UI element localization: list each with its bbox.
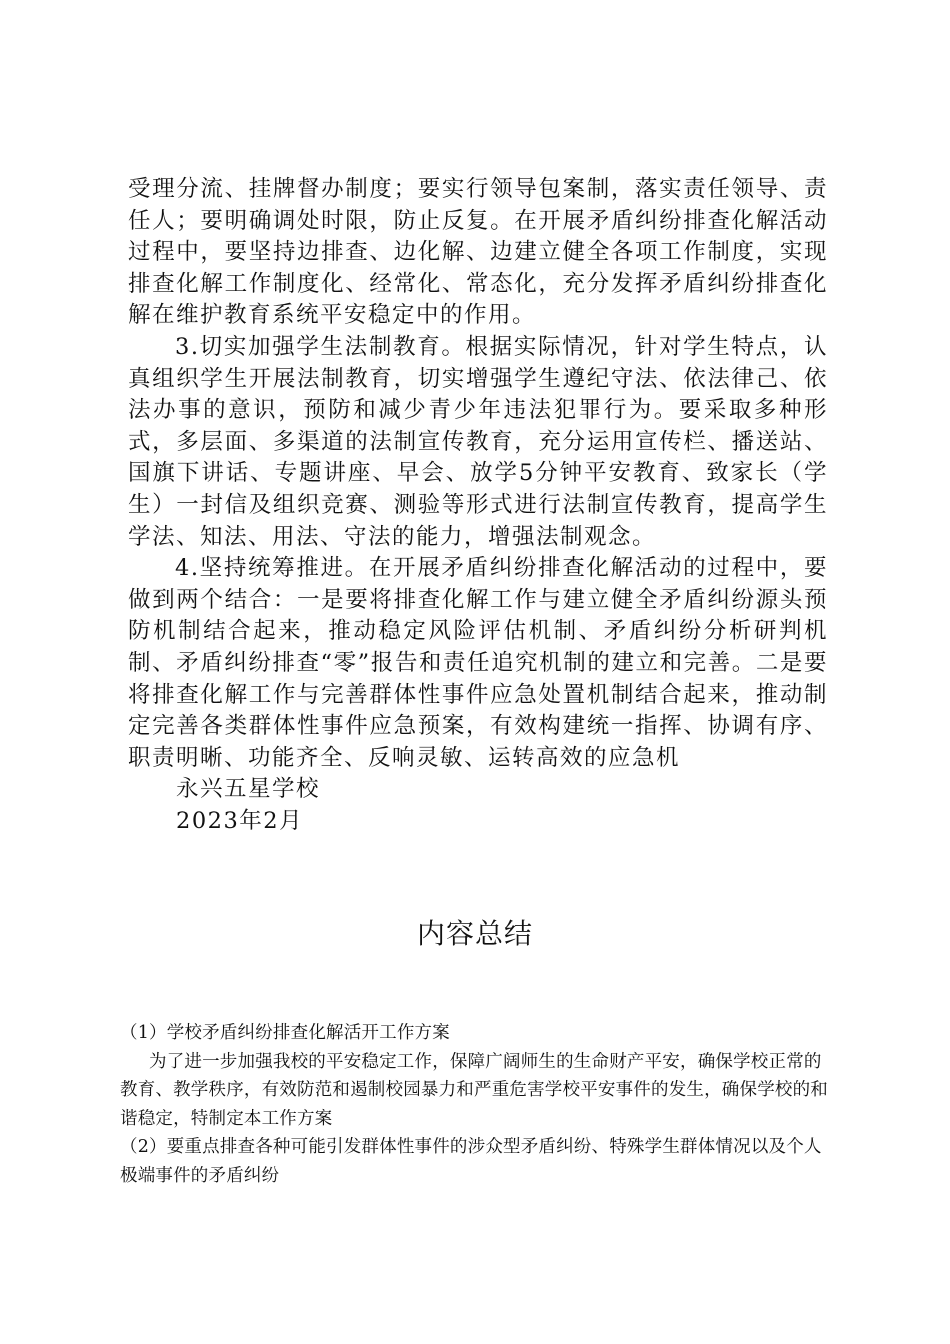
- paragraph-continuation: 受理分流、挂牌督办制度；要实行领导包案制，落实责任领导、责任人；要明确调处时限，防止反复。在开展矛盾纠纷排查化解活动过程中，要坚持边排查、边化解、边建立健全各项工作制度，实现排查化解工作制度化、经常化、常态化，充分发挥矛盾纠纷排查化解在维护教育系统平安稳定中的作用。: [128, 176, 828, 329]
- document-body: [128, 174, 828, 837]
- summary-item: 为了进一步加强我校的平安稳定工作，保障广阔师生的生命财产平安，确保学校正常的教育、教学秩序，有效防范和遏制校园暴力和严重危害学校平安事件的发生，确保学校的和谐稳定，特制定本工作方案: [120, 1051, 828, 1129]
- summary-title: 内容总结: [416, 917, 533, 950]
- paragraph-legal-education: 3.切实加强学生法制教育。根据实际情况，针对学生特点，认真组织学生开展法制教育，切实增强学生遵纪守法、依法律己、依法办事的意识，预防和减少青少年违法犯罪行为。要采取多种形式，多层面、多渠道的法制宣传教育，充分运用宣传栏、播送站、国旗下讲话、专题讲座、早会、放学5分钟平安教育、致家长（学生）一封信及组织竞赛、测验等形式进行法制宣传教育，提高学生学法、知法、用法、守法的能力，增强法制观念。: [128, 333, 828, 550]
- paragraph-coordination: 4.坚持统筹推进。在开展矛盾纠纷排查化解活动的过程中，要做到两个结合：一是要将排查化解工作与建立健全矛盾纠纷源头预防机制结合起来，推动稳定风险评估机制、矛盾纠纷分析研判机制、矛盾纠纷排查“零”报告和责任追究机制的建立和完善。二是要将排查化解工作与完善群体性事件应急处置机制结合起来，推动制定完善各类群体性事件应急预案，有效构建统一指挥、协调有序、职责明晰、功能齐全、反响灵敏、运转高效的应急机: [128, 555, 828, 771]
- summary-section: [120, 1019, 832, 1191]
- signature-date: 2023年2月: [176, 807, 304, 834]
- signature-school: 永兴五星学校: [176, 776, 321, 803]
- summary-item: （2）要重点排查各种可能引发群体性事件的涉众型矛盾纠纷、特殊学生群体情况以及个人极端事件的矛盾纠纷: [120, 1137, 822, 1186]
- summary-item: （1）学校矛盾纠纷排查化解活开工作方案: [120, 1023, 450, 1043]
